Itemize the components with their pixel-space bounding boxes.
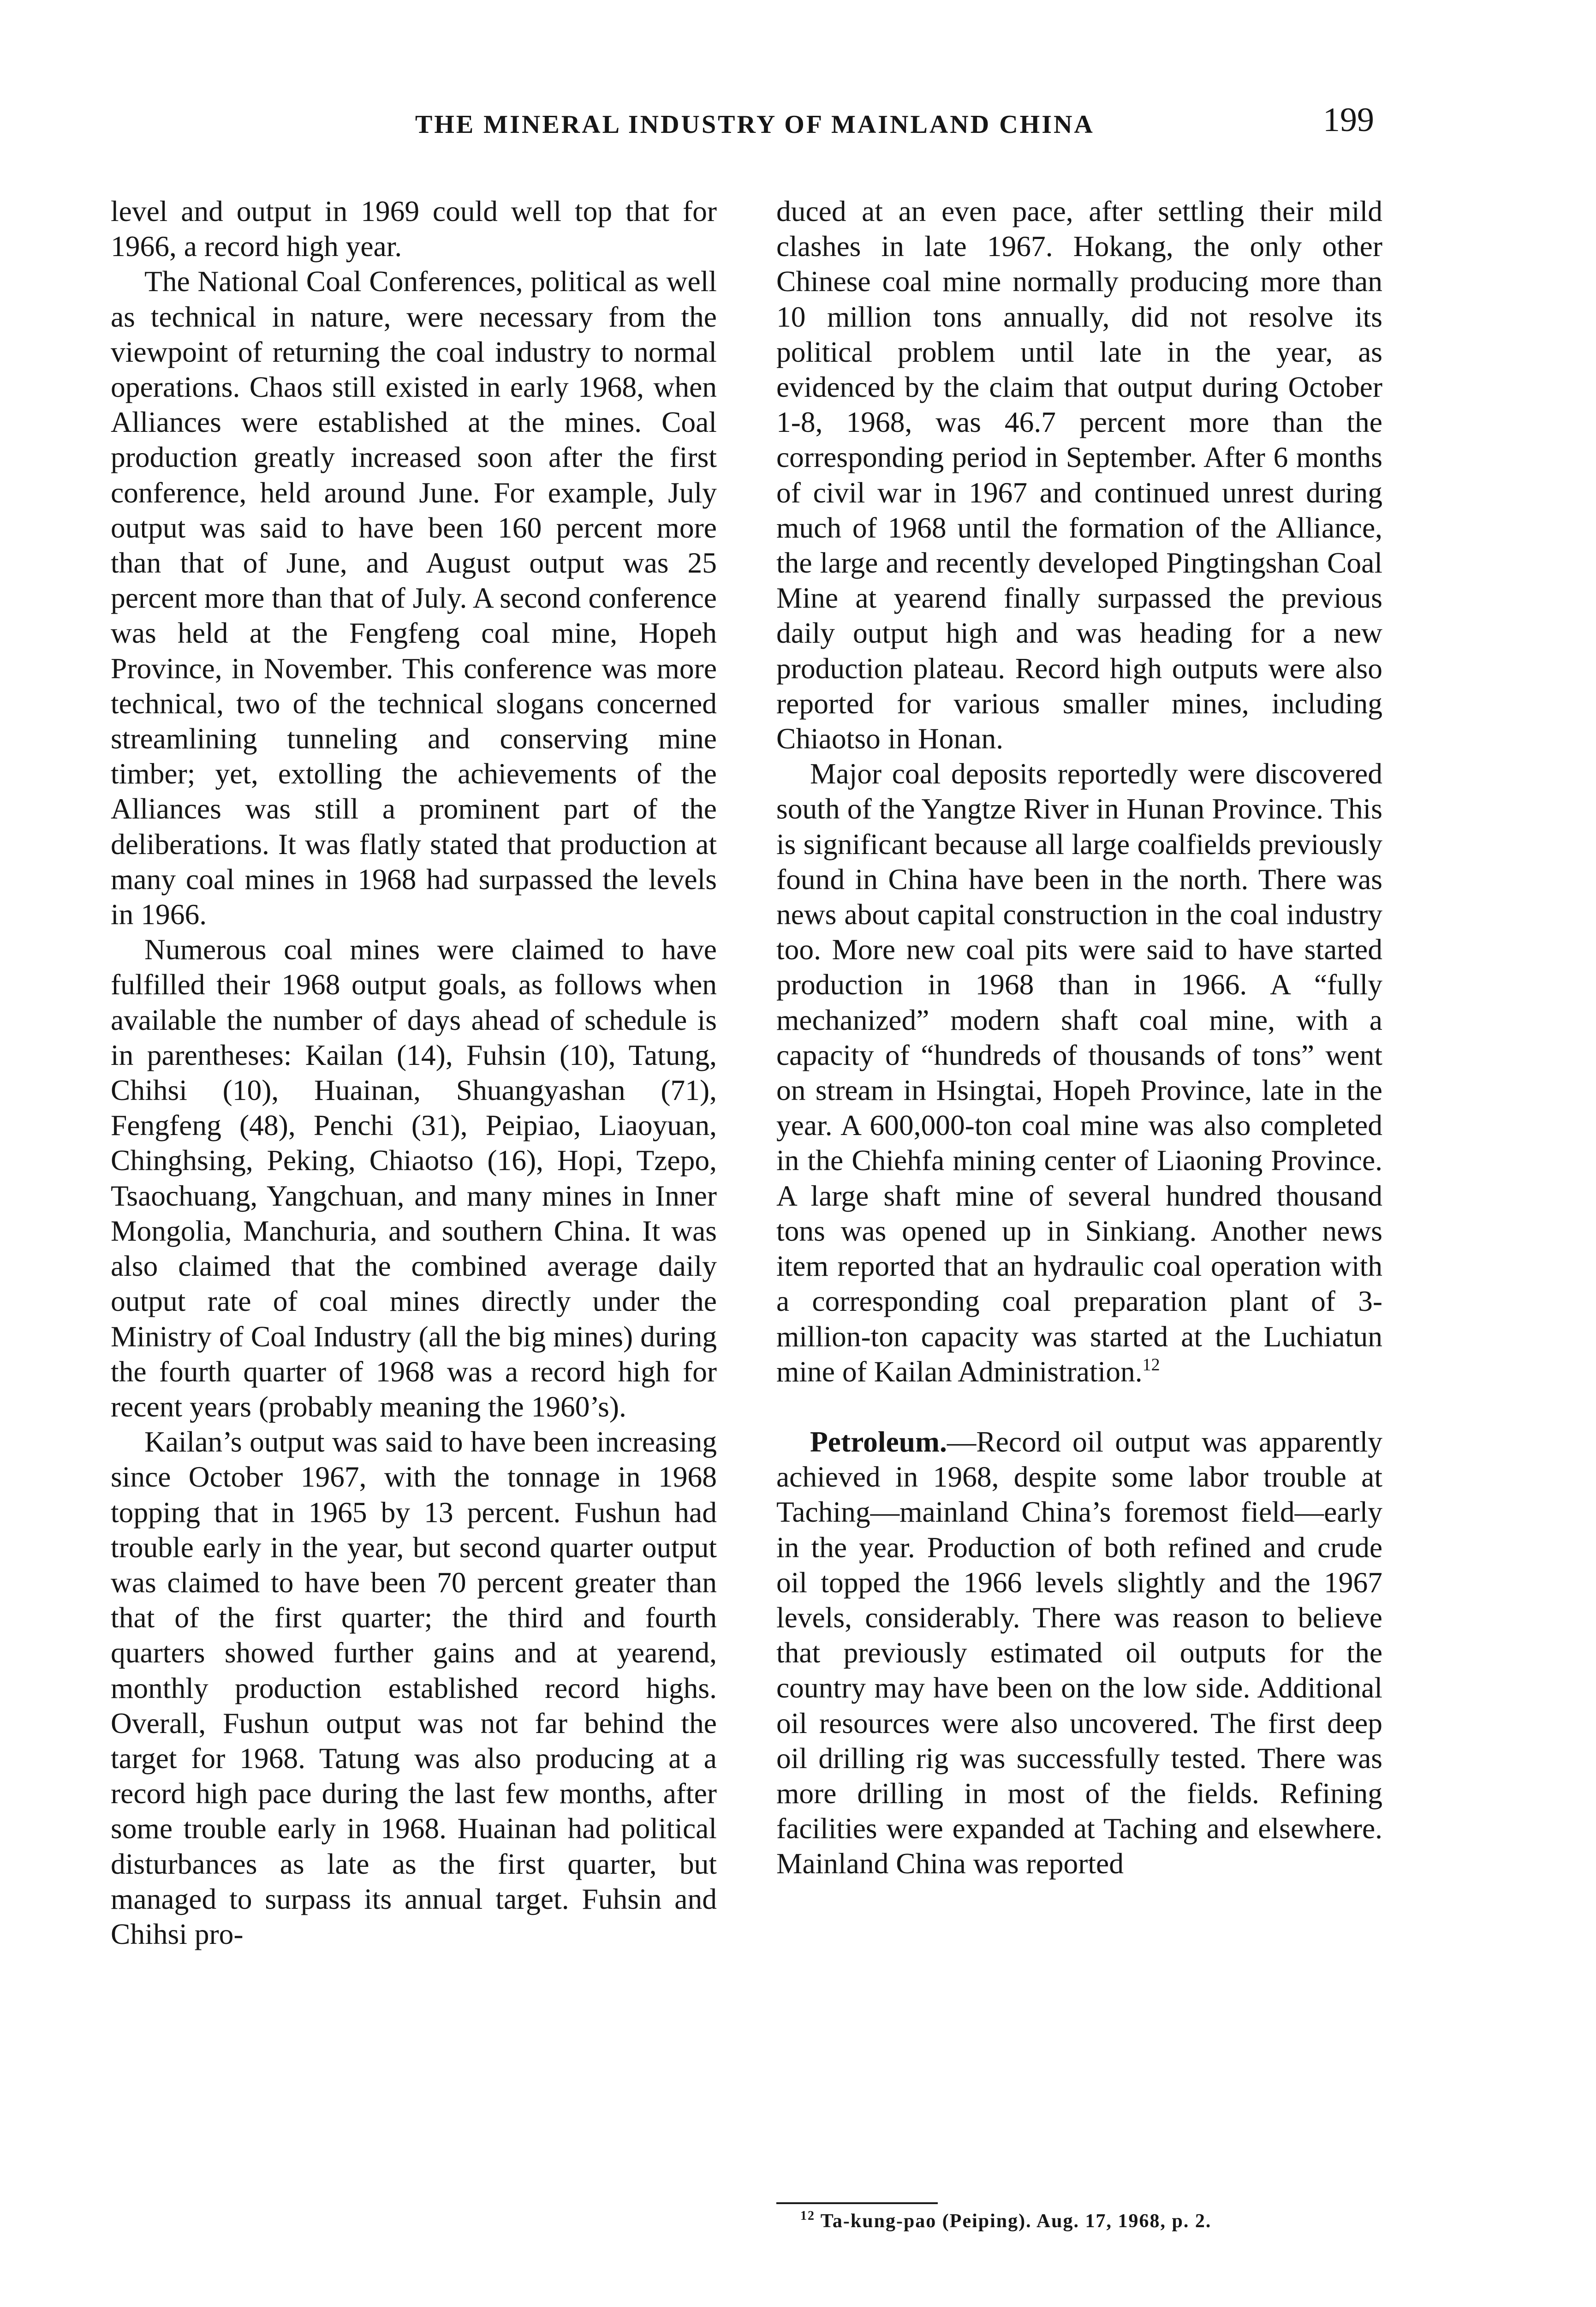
footnote-number: 12 — [800, 2209, 815, 2223]
paragraph-national-coal-conferences: The National Coal Conferences, political as well as technical in nature, were necessary from the viewpoint of returning the coal industry to normal operations. Chaos still existed in early 1968, when Alliances were established at the mines. Coal production greatly increased soon after the first conference, held around June. For example, July output was said to have been 160 percent more than that of June, and August output was 25 percent more than that of July. A second conference was held at the Fengfeng coal mine, Hopeh Province, in November. This conference was more technical, two of the technical slogans concerned streamlining tunneling and conserving mine timber; yet, extolling the achievements of the Alliances was still a prominent part of the deliberations. It was flatly stated that production at many coal mines in 1968 had surpassed the levels in 1966. — [111, 265, 717, 931]
paragraph-petroleum — [776, 1424, 1382, 1882]
paragraph-kailan-output: Kailan’s output was said to have been increasing since October 1967, with the tonnage in 1968 topping that in 1965 by 13 percent. Fushun had trouble early in the year, but second quarter output was claimed to have been 70 percent greater than that of the first quarter; the third and fourth quarters showed further gains and at yearend, monthly production established record highs. Overall, Fushun output was not far behind the target for 1968. Tatung was also producing at a record high pace during the last few months, after some trouble early in 1968. Huainan had political disturbances as late as the first quarter, but managed to surpass its annual target. Fuhsin and Chihsi pro- — [111, 1425, 717, 1950]
left-column — [111, 194, 717, 1952]
paragraph-hokang-pingtingshan: duced at an even pace, after settling their mild clashes in late 1967. Hokang, the only other Chinese coal mine normally producing more than 10 million tons annually, did not resolve its political problem until late in the year, as evidenced by the claim that output during October 1-8, 1968, was 46.7 percent more than the corresponding period in September. After 6 months of civil war in 1967 and continued unrest during much of 1968 until the formation of the Alliance, the large and recently developed Pingtingshan Coal Mine at yearend finally surpassed the previous daily output high and was heading for a new production plateau. Record high outputs were also reported for various smaller mines, including Chiaotso in Honan. — [776, 195, 1382, 755]
paragraph-major-coal-deposits — [776, 756, 1382, 1389]
footnote-12 — [800, 2210, 1211, 2232]
running-head: THE MINERAL INDUSTRY OF MAINLAND CHINA — [415, 110, 1095, 139]
paragraph-coal-output-1969: level and output in 1969 could well top that for 1966, a record high year. — [111, 195, 717, 263]
right-column — [776, 194, 1382, 1882]
footnote-rule — [776, 2202, 938, 2204]
paragraph-petroleum-text: —Record oil output was apparently achieved in 1968, despite some labor trouble at Taching—mainland China’s foremost field—early in the year. Production of both refined and crude oil topped the 1966 levels slightly and the 1967 levels, considerably. There was reason to believe that previously estimated oil outputs for the country may have been on the low side. Additional oil resources were also uncovered. The first deep oil drilling rig was successfully tested. There was more drilling in most of the fields. Refining facilities were expanded at Taching and elsewhere. Mainland China was reported — [776, 1425, 1382, 1880]
footnote-citation: Ta-kung-pao (Peiping). Aug. 17, 1968, p. 2. — [815, 2211, 1212, 2232]
paragraph-major-coal-deposits-text: Major coal deposits reportedly were discovered south of the Yangtze River in Hunan Province. This is significant because all large coalfields previously found in China have been in the north. There was news about capital construction in the coal industry too. More new coal pits were said to have started production in 1968 than in 1966. A “fully mechanized” modern shaft coal mine, with a capacity of “hundreds of thousands of tons” went on stream in Hsingtai, Hopeh Province, late in the year. A 600,000-ton coal mine was also completed in the Chiehfa mining center of Liaoning Province. A large shaft mine of several hundred thousand tons was opened up in Sinkiang. Another news item reported that an hydraulic coal operation with a corresponding coal preparation plant of 3-million-ton capacity was started at the Luchiatun mine of Kailan Administration. — [776, 757, 1382, 1388]
footnote-reference-12[interactable]: 12 — [1142, 1355, 1160, 1375]
section-heading-petroleum: Petroleum. — [810, 1425, 947, 1458]
paragraph-coal-mines-output-goals: Numerous coal mines were claimed to have fulfilled their 1968 output goals, as follows when available the number of days ahead of schedule is in parentheses: Kailan (14), Fuhsin (10), Tatung, Chihsi (10), Huainan, Shuangyashan (71), Fengfeng (48), Penchi (31), Peipiao, Liaoyuan, Chinghsing, Peking, Chiaotso (16), Hopi, Tzepo, Tsaochuang, Yangchuan, and many mines in Inner Mongolia, Manchuria, and southern China. It was also claimed that the combined average daily output rate of coal mines directly under the Ministry of Coal Industry (all the big mines) during the fourth quarter of 1968 was a record high for recent years (probably meaning the 1960’s). — [111, 933, 717, 1423]
page-number: 199 — [1323, 101, 1374, 139]
